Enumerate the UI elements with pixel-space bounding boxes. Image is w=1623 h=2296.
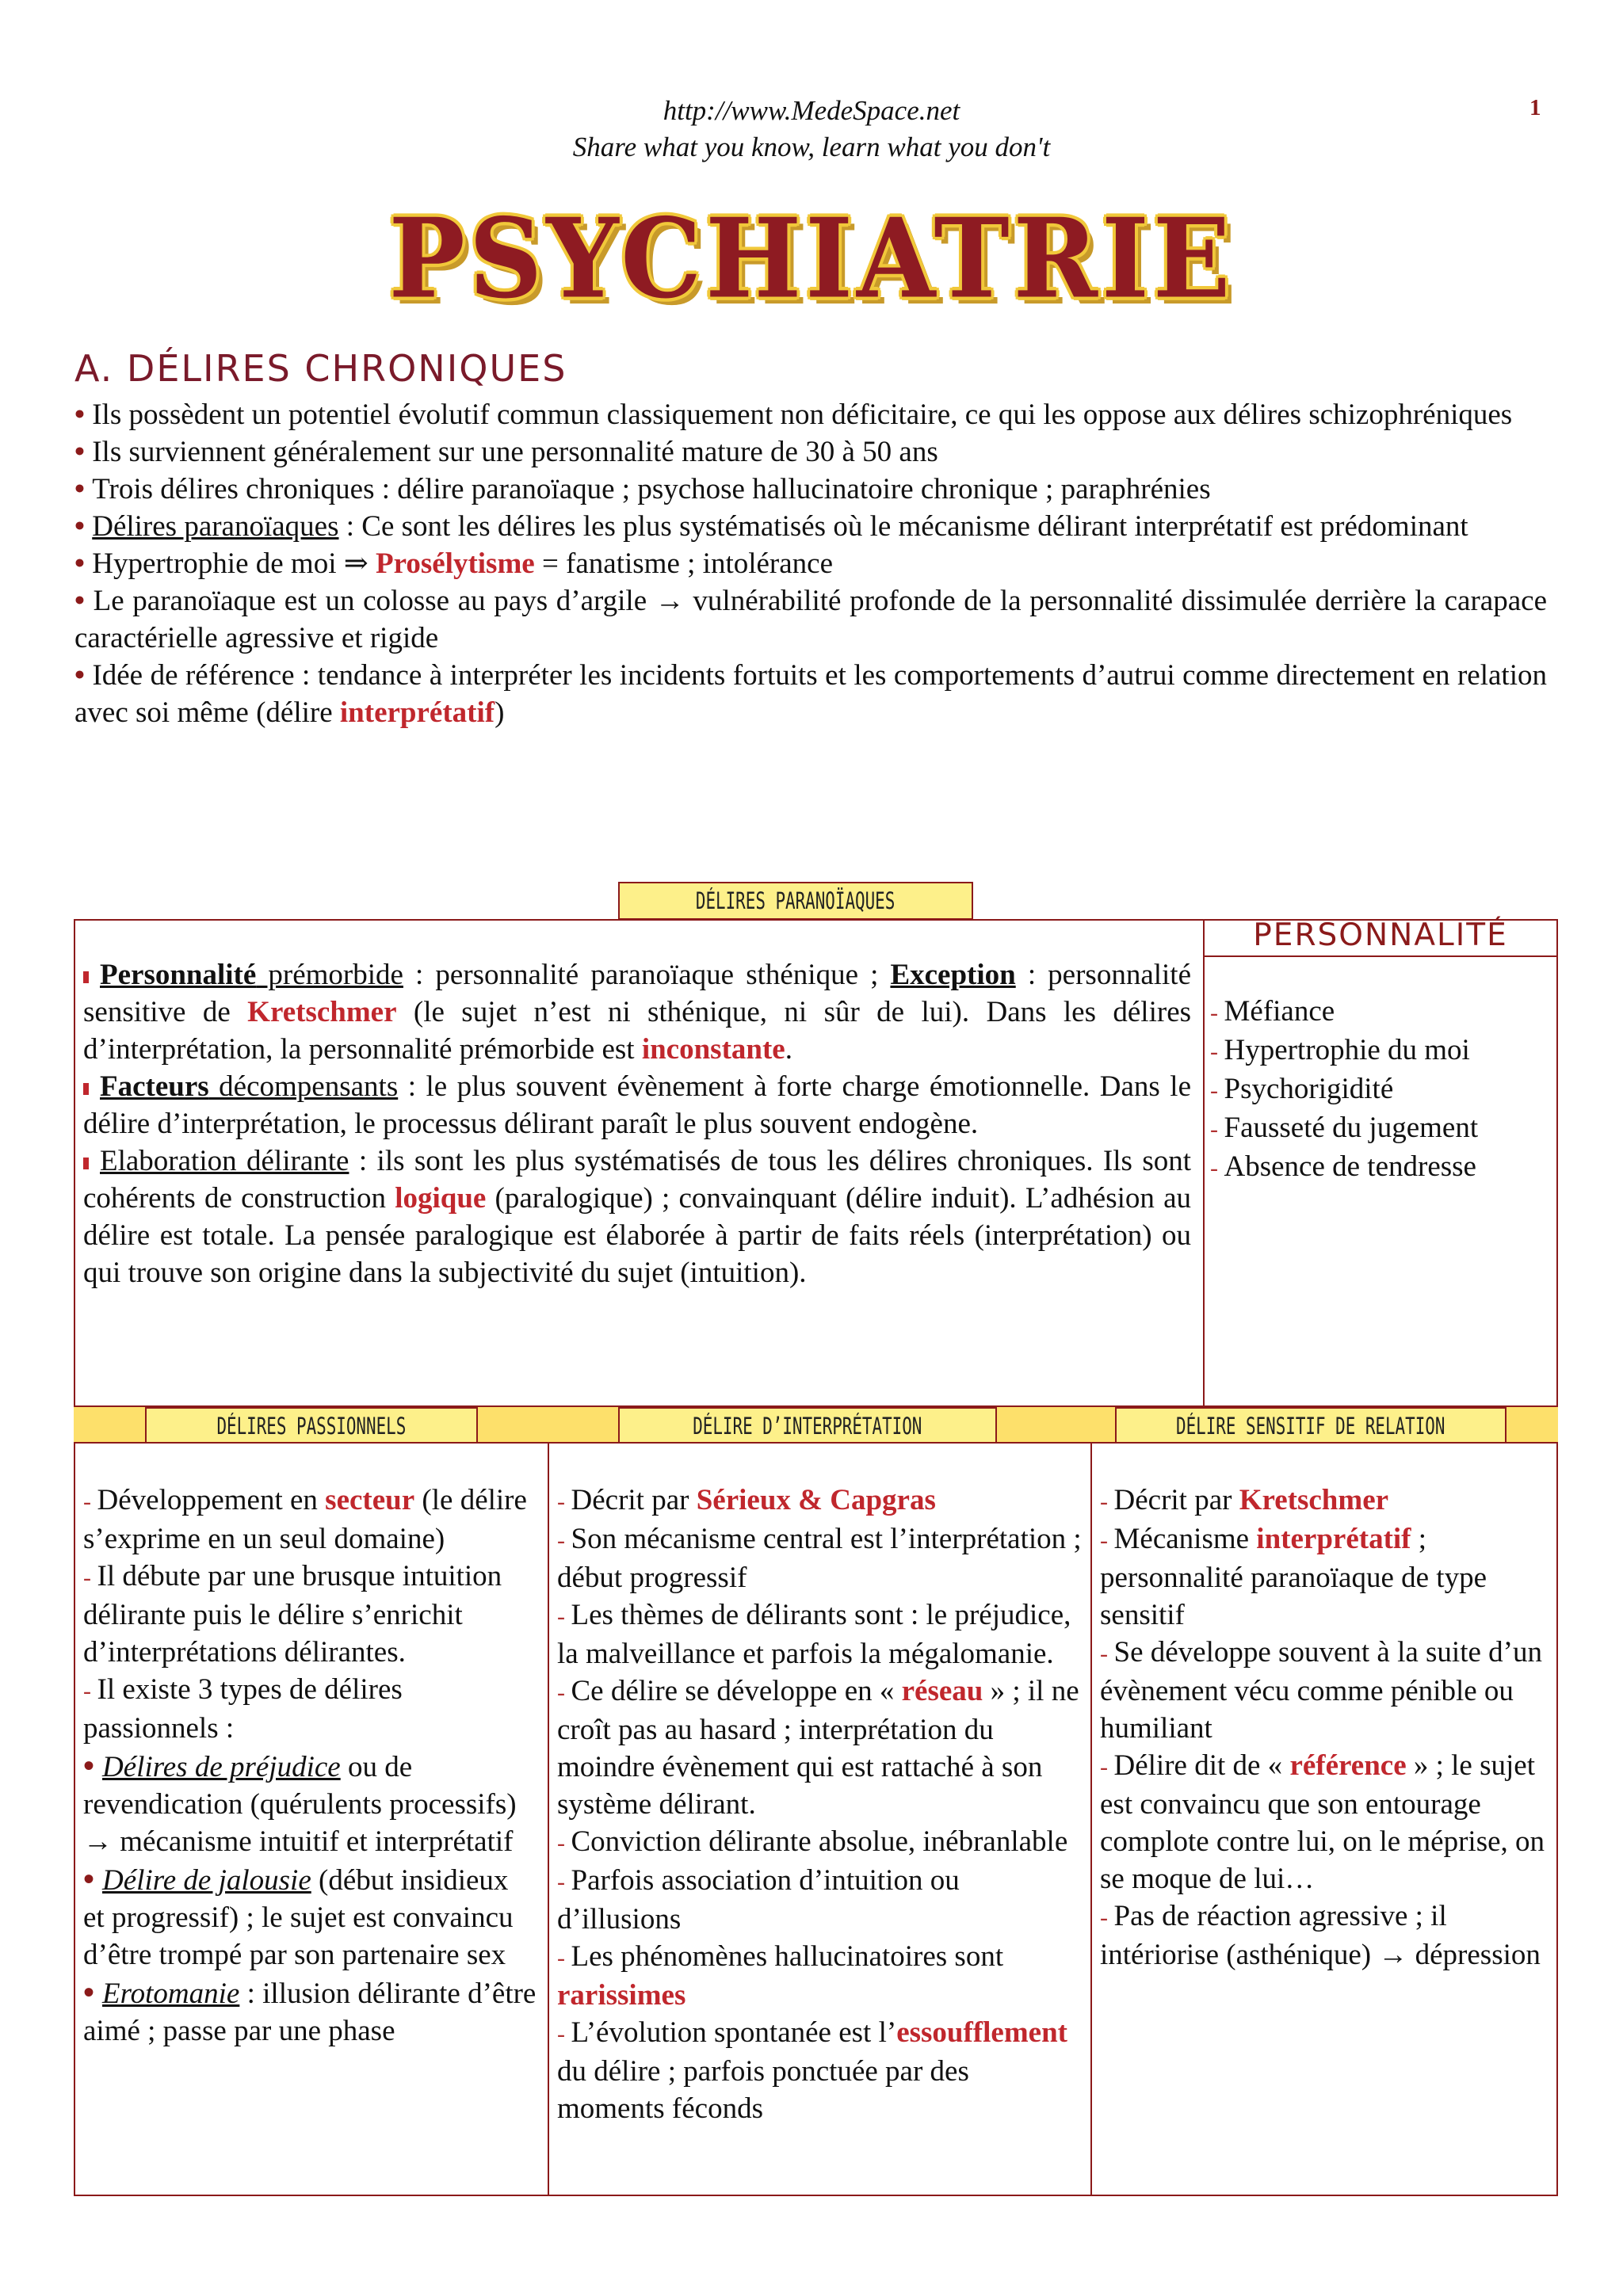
- list-item: - Il débute par une brusque intuition délirante puis le délire s’enrichit d’interprétations délirantes.: [83, 1560, 502, 1669]
- list-item: - Il existe 3 types de délires passionnels :: [83, 1673, 403, 1745]
- section-a-letter: A.: [74, 347, 114, 390]
- list-item: - Absence de tendresse: [1210, 1150, 1476, 1183]
- list-item: • Hypertrophie de moi ⇒ Prosélytisme = fanatisme ; intolérance: [74, 547, 834, 580]
- bullet-icon: •: [83, 1974, 103, 2010]
- bullet-icon: [83, 1158, 89, 1169]
- list-item: - Parfois association d’intuition ou d’illusions: [557, 1864, 960, 1936]
- list-item: - Fausseté du jugement: [1210, 1112, 1479, 1144]
- bullet-icon: •: [74, 473, 93, 505]
- list-item: - Pas de réaction agressive ; il intériorise (asthénique) → dépression: [1100, 1900, 1541, 1971]
- section-a-title: DÉLIRES CHRONIQUES: [126, 347, 567, 390]
- list-item: - Mécanisme interprétatif ; personnalité paranoïaque de type sensitif: [1100, 1523, 1487, 1631]
- divider: [1203, 919, 1205, 1407]
- section-a-bullets: [74, 396, 1547, 731]
- list-item: - Les phénomènes hallucinatoires sont rarissimes: [557, 1940, 1004, 2012]
- bullet-icon: •: [74, 510, 93, 543]
- list-item: • Idée de référence : tendance à interpréter les incidents fortuits et les comportements d’autrui comme directement en relation avec soi même (délire interprétatif): [74, 659, 1547, 729]
- list-item: • Délires paranoïaques : Ce sont les délires les plus systématisés où le mécanisme délirant interprétatif est prédominant: [74, 510, 1468, 543]
- paragraph: Elaboration délirante : ils sont les plus systématisés de tous les délires chroniques. Ils sont cohérents de construction logique (paralogique) ; convainquant (délire induit). L’adhésion au délire est totale. La pensée paralogique est élaborée à partir de faits réels (interprétation) ou qui trouve son origine dans la subjectivité du sujet (intuition).: [83, 1145, 1192, 1289]
- list-item: • Ils possèdent un potentiel évolutif commun classiquement non déficitaire, ce qui les oppose aux délires schizophréniques: [74, 399, 1513, 431]
- bullet-icon: [83, 1083, 89, 1095]
- column-interpretation: [557, 1482, 1082, 2127]
- list-item: - Décrit par Sérieux & Capgras: [557, 1484, 936, 1516]
- personality-list: [1210, 993, 1478, 1187]
- divider: [1203, 955, 1558, 957]
- bullet-icon: •: [74, 436, 93, 468]
- bullet-icon: •: [74, 585, 94, 617]
- header-tagline: Share what you know, learn what you don't: [572, 132, 1051, 162]
- list-item: - Ce délire se développe en « réseau » ; il ne croît pas au hasard ; interprétation du moindre évènement qui est rattaché à son système délirant.: [557, 1675, 1079, 1821]
- list-item: • Délire de jalousie (début insidieux et progressif) ; le sujet est convaincu d’être trompé par son partenaire sex: [83, 1861, 514, 1971]
- list-item: - Se développe souvent à la suite d’un évènement vécu comme pénible ou humiliant: [1100, 1636, 1542, 1745]
- paragraph: Personnalité prémorbide : personnalité paranoïaque sthénique ; Exception : personnalité sensitive de Kretschmer (le sujet n’est ni sthénique, ni sûr de lui). Dans les délires d’interprétation, la personnalité prémorbide est inconstante.: [83, 959, 1192, 1066]
- personality-title: PERSONNALITÉ: [1253, 917, 1508, 953]
- bullet-icon: •: [74, 659, 93, 692]
- list-item: - Méfiance: [1210, 995, 1335, 1028]
- list-item: • Délires de préjudice ou de revendication (quérulents processifs) → mécanisme intuitif et interprétatif: [83, 1748, 517, 1858]
- list-item: - Psychorigidité: [1210, 1073, 1394, 1105]
- list-item: - Les thèmes de délirants sont : le préjudice, la malveillance et parfois la mégalomanie.: [557, 1599, 1071, 1670]
- bullet-icon: •: [74, 547, 93, 580]
- list-item: - Délire dit de « référence » ; le sujet est convaincu que son entourage complote contre lui, on le méprise, on se moque de lui…: [1100, 1749, 1545, 1895]
- label-delires-paranoiaques: DÉLIRES PARANOÏAQUES: [618, 882, 973, 920]
- paranoid-main-text: [83, 956, 1191, 1291]
- header-url: http://www.MedeSpace.net: [663, 95, 960, 126]
- column-sensitif: [1100, 1482, 1549, 1974]
- list-item: - Conviction délirante absolue, inébranlable: [557, 1825, 1068, 1858]
- list-item: • Le paranoïaque est un colosse au pays d’argile → vulnérabilité profonde de la personnalité dissimulée derrière la carapace caractérielle agressive et rigide: [74, 585, 1547, 654]
- bullet-icon: •: [83, 1748, 103, 1783]
- bullet-icon: •: [83, 1861, 103, 1897]
- label-delire-interpretation: DÉLIRE D’INTERPRÉTATION: [618, 1407, 997, 1444]
- page-title: PSYCHIATRIE: [388, 195, 1235, 323]
- bullet-icon: [83, 971, 89, 983]
- column-passionnels: [83, 1482, 537, 2050]
- list-item: - Son mécanisme central est l’interprétation ; début progressif: [557, 1523, 1082, 1594]
- list-item: - Hypertrophie du moi: [1210, 1034, 1470, 1066]
- list-item: • Erotomanie : illusion délirante d’être aimé ; passe par une phase: [83, 1974, 537, 2047]
- label-delire-sensitif: DÉLIRE SENSITIF DE RELATION: [1115, 1407, 1507, 1444]
- list-item: - Décrit par Kretschmer: [1100, 1484, 1389, 1516]
- section-a-heading: [74, 347, 567, 390]
- page-number: 1: [1529, 95, 1541, 120]
- divider: [548, 1442, 549, 2196]
- list-item: • Trois délires chroniques : délire paranoïaque ; psychose hallucinatoire chronique ; paraphrénies: [74, 473, 1211, 505]
- label-delires-passionnels: DÉLIRES PASSIONNELS: [145, 1407, 478, 1444]
- list-item: • Ils surviennent généralement sur une personnalité mature de 30 à 50 ans: [74, 436, 938, 468]
- list-item: - Développement en secteur (le délire s’exprime en un seul domaine): [83, 1484, 527, 1555]
- list-item: - L’évolution spontanée est l’essoufflement du délire ; parfois ponctuée par des moments féconds: [557, 2016, 1067, 2125]
- paragraph: Facteurs décompensants : le plus souvent évènement à forte charge émotionnelle. Dans le délire d’interprétation, le processus délirant paraît le plus souvent endogène.: [83, 1070, 1192, 1140]
- divider: [1090, 1442, 1092, 2196]
- bullet-icon: •: [74, 399, 93, 431]
